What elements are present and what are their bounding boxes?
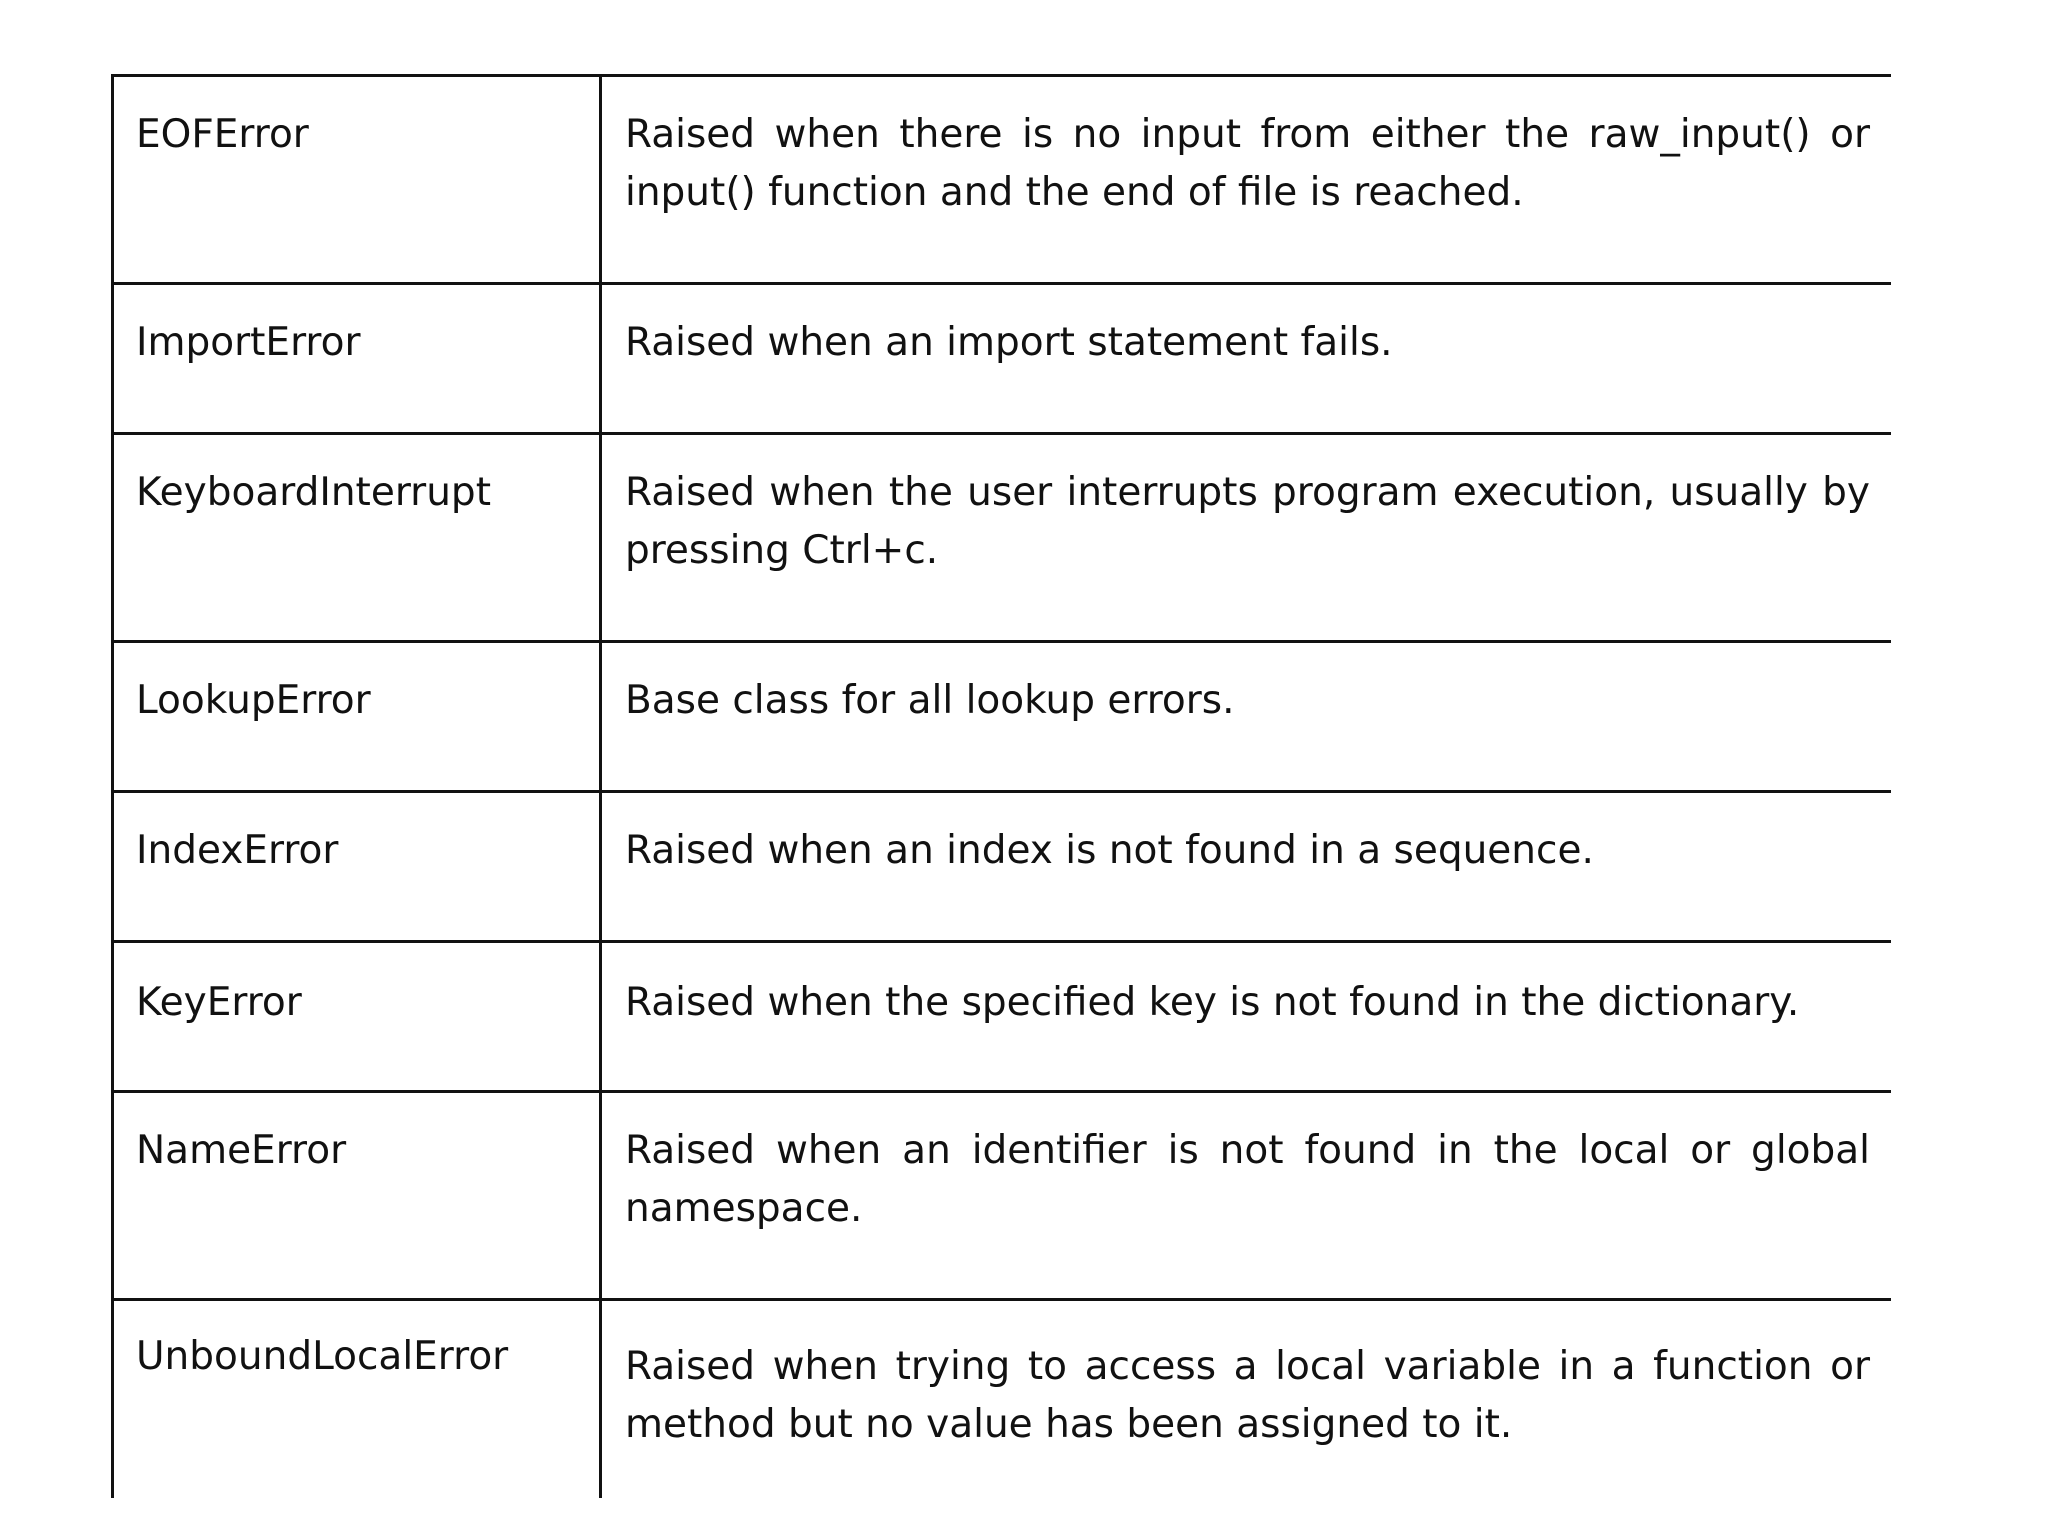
row-border — [114, 940, 1891, 943]
row-border — [114, 432, 1891, 435]
exception-name: LookupError — [136, 678, 371, 723]
row-border — [114, 640, 1891, 643]
exception-name: NameError — [136, 1128, 347, 1173]
exception-description: Raised when trying to access a local variable in a function or method but no value has been assigned to it. — [625, 1344, 1870, 1447]
exception-name: EOFError — [136, 112, 309, 157]
column-divider — [599, 74, 602, 1498]
exception-description: Raised when there is no input from either the raw_input() or input() function and the end of file is reached. — [625, 112, 1870, 215]
row-border — [114, 1298, 1891, 1301]
row-border — [114, 282, 1891, 285]
exception-description: Raised when the user interrupts program execution, usually by pressing Ctrl+c. — [625, 470, 1870, 573]
exception-name: KeyError — [136, 980, 302, 1025]
exception-name: ImportError — [136, 320, 361, 365]
exception-description: Base class for all lookup errors. — [625, 678, 1235, 723]
exception-name: UnboundLocalError — [136, 1334, 509, 1379]
row-border — [114, 1090, 1891, 1093]
exception-description: Raised when an identifier is not found in the local or global namespace. — [625, 1128, 1870, 1231]
exception-name: KeyboardInterrupt — [136, 470, 491, 515]
exception-description: Raised when the specified key is not found in the dictionary. — [625, 980, 1800, 1025]
exception-name: IndexError — [136, 828, 339, 873]
row-border — [114, 790, 1891, 793]
exception-description: Raised when an index is not found in a sequence. — [625, 828, 1594, 873]
exception-description: Raised when an import statement fails. — [625, 320, 1393, 365]
row-border — [114, 74, 1891, 77]
exceptions-table — [111, 74, 1891, 1498]
